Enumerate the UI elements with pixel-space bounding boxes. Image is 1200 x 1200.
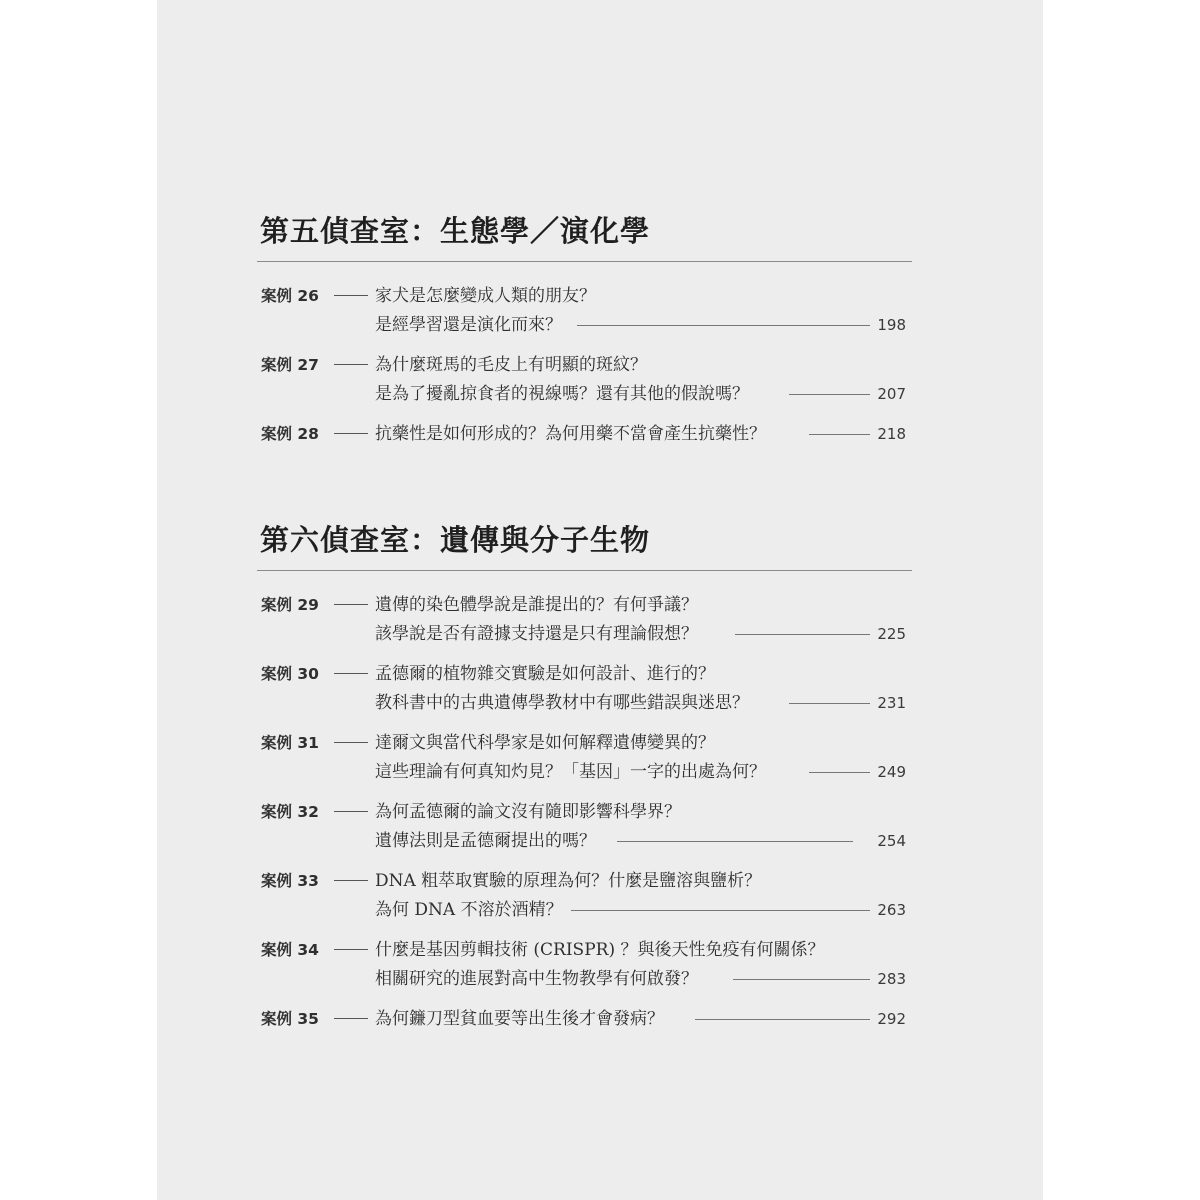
dot-leader [789,703,870,704]
dot-leader [809,434,870,435]
case-label: 案例 30 [261,665,319,683]
entry-line-2: 是經學習還是演化而來？ [375,315,562,335]
page-number: 249 [877,763,906,781]
case-label: 案例 33 [261,872,319,890]
case-label: 案例 28 [261,425,319,443]
page-number: 231 [877,694,906,712]
page-number: 218 [877,425,906,443]
entry-line-1: 為何孟德爾的論文沒有隨即影響科學界？ [375,802,681,822]
entry-line-2: 這些理論有何真知灼見？「基因」一字的出處為何？ [375,762,766,782]
dot-leader [735,634,870,635]
entry-line-2: 是為了擾亂掠食者的視線嗎？還有其他的假說嗎？ [375,384,749,404]
dot-leader [571,910,870,911]
toc-entry-case-33[interactable] [157,868,1043,937]
case-dash [334,949,368,950]
toc-entry-case-26[interactable] [157,283,1043,352]
page-number: 225 [877,625,906,643]
case-label: 案例 26 [261,287,319,305]
entry-line-1: 達爾文與當代科學家是如何解釋遺傳變異的？ [375,733,715,753]
book-page [157,0,1043,1200]
case-dash [334,742,368,743]
case-dash [334,811,368,812]
entry-line-2: 教科書中的古典遺傳學教材中有哪些錯誤與迷思？ [375,693,749,713]
entry-line-2: 為何 DNA 不溶於酒精？ [375,900,563,920]
entry-line-1: 為何鐮刀型貧血要等出生後才會發病？ [375,1009,664,1029]
entry-line-2: 相關研究的進展對高中生物教學有何啟發？ [375,969,698,989]
case-label: 案例 29 [261,596,319,614]
toc-entries [157,283,1043,461]
entry-line-2: 該學說是否有證據支持還是只有理論假想？ [375,624,698,644]
case-label: 案例 34 [261,941,319,959]
case-dash [334,295,368,296]
entry-line-1: 為什麼斑馬的毛皮上有明顯的斑紋？ [375,355,647,375]
section-divider [257,570,912,571]
entry-line-1: 遺傳的染色體學說是誰提出的？有何爭議？ [375,595,698,615]
toc-entries [157,592,1043,1046]
toc-entry-case-29[interactable] [157,592,1043,661]
case-dash [334,433,368,434]
toc-entry-case-27[interactable] [157,352,1043,421]
case-dash [334,604,368,605]
dot-leader [577,325,870,326]
case-dash [334,1018,368,1019]
dot-leader [809,772,870,773]
toc-entry-case-32[interactable] [157,799,1043,868]
toc-entry-case-35[interactable] [157,1006,1043,1046]
section-divider [257,261,912,262]
section-title: 第五偵查室：生態學／演化學 [260,214,651,248]
entry-line-1: DNA 粗萃取實驗的原理為何？什麼是鹽溶與鹽析？ [375,871,762,891]
toc-entry-case-30[interactable] [157,661,1043,730]
page-number: 207 [877,385,906,403]
toc-entry-case-34[interactable] [157,937,1043,1006]
toc-entry-case-28[interactable] [157,421,1043,461]
case-label: 案例 31 [261,734,319,752]
section-title: 第六偵查室：遺傳與分子生物 [260,523,651,557]
entry-line-1: 孟德爾的植物雜交實驗是如何設計、進行的？ [375,664,715,684]
dot-leader [733,979,870,980]
dot-leader [789,394,870,395]
case-dash [334,364,368,365]
toc-entry-case-31[interactable] [157,730,1043,799]
entry-line-1: 家犬是怎麼變成人類的朋友？ [375,286,596,306]
entry-line-1: 抗藥性是如何形成的？為何用藥不當會產生抗藥性？ [375,424,766,444]
dot-leader [617,841,853,842]
page-number: 263 [877,901,906,919]
page-number: 198 [877,316,906,334]
page-number: 292 [877,1010,906,1028]
case-dash [334,673,368,674]
page-number: 283 [877,970,906,988]
entry-line-1: 什麼是基因剪輯技術 (CRISPR) ？與後天性免疫有何關係？ [375,940,825,960]
case-label: 案例 32 [261,803,319,821]
case-label: 案例 35 [261,1010,319,1028]
entry-line-2: 遺傳法則是孟德爾提出的嗎？ [375,831,596,851]
dot-leader [695,1019,870,1020]
case-dash [334,880,368,881]
page-number: 254 [877,832,906,850]
case-label: 案例 27 [261,356,319,374]
